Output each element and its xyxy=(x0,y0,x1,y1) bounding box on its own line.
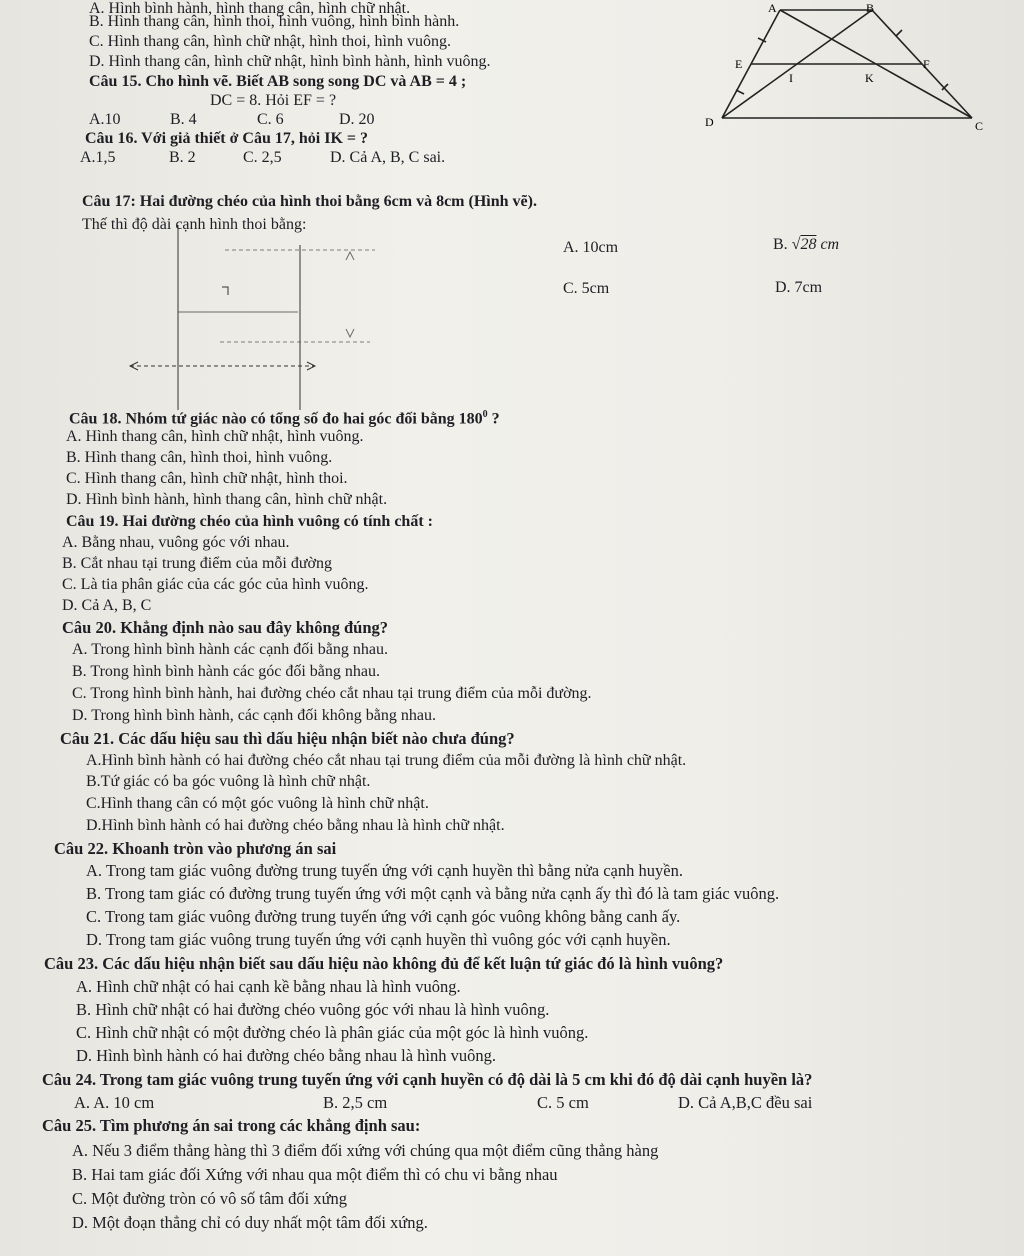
rhombus-sketch xyxy=(110,225,390,415)
q23-option-b: B. Hình chữ nhật có hai đường chéo vuông góc với nhau là hình vuông. xyxy=(76,1000,550,1019)
q23-option-c: C. Hình chữ nhật có một đường chéo là phân giác của một góc là hình vuông. xyxy=(76,1023,589,1042)
label-c: C xyxy=(975,119,984,133)
label-f: F xyxy=(923,57,930,71)
question-17: Câu 17: Hai đường chéo của hình thoi bằng 6cm và 8cm (Hình vẽ). xyxy=(82,193,537,210)
q24-option-a: A. A. 10 cm xyxy=(74,1093,155,1112)
q20-option-c: C. Trong hình bình hành, hai đường chéo cắt nhau tại trung điểm của mỗi đường. xyxy=(72,685,592,702)
q19-option-c: C. Là tia phân giác của các góc của hình vuông. xyxy=(62,576,369,593)
q21-option-a: A.Hình bình hành có hai đường chéo cắt nhau tại trung điểm của mỗi đường là hình chữ nhật. xyxy=(86,752,687,769)
q21-option-b: B.Tứ giác có ba góc vuông là hình chữ nhật. xyxy=(86,773,371,790)
q22-option-d: D. Trong tam giác vuông trung tuyến ứng với cạnh huyền thì vuông góc với cạnh huyền. xyxy=(86,930,671,949)
question-25: Câu 25. Tìm phương án sai trong các khẳng định sau: xyxy=(42,1116,421,1135)
question-17-cont: Thế thì độ dài cạnh hình thoi bằng: xyxy=(82,216,307,233)
q15-option-c: C. 6 xyxy=(257,111,284,128)
q19-option-b: B. Cắt nhau tại trung điểm của mỗi đường xyxy=(62,555,332,572)
q16-option-b: B. 2 xyxy=(169,149,196,166)
q25-option-a: A. Nếu 3 điểm thẳng hàng thì 3 điểm đối xứng với chúng qua một điểm cũng thẳng hàng xyxy=(72,1141,659,1160)
question-19: Câu 19. Hai đường chéo của hình vuông có tính chất : xyxy=(66,513,433,530)
q23-option-d: D. Hình bình hành có hai đường chéo bằng nhau là hình vuông. xyxy=(76,1046,497,1065)
q18-option-d: D. Hình bình hành, hình thang cân, hình chữ nhật. xyxy=(66,491,388,508)
q24-option-d: D. Cả A,B,C đều sai xyxy=(678,1093,813,1112)
q19-option-a: A. Bằng nhau, vuông góc với nhau. xyxy=(62,534,290,551)
q23-option-a: A. Hình chữ nhật có hai cạnh kề bằng nhau là hình vuông. xyxy=(76,977,461,996)
q15-option-d: D. 20 xyxy=(339,111,375,128)
q25-option-c: C. Một đường tròn có vô số tâm đối xứng xyxy=(72,1189,348,1208)
q18-option-b: B. Hình thang cân, hình thoi, hình vuông. xyxy=(66,449,333,466)
q19-option-d: D. Cả A, B, C xyxy=(62,597,152,614)
q25-option-d: D. Một đoạn thẳng chỉ có duy nhất một tâm đối xứng. xyxy=(72,1213,428,1232)
q17-option-b: B. √28 cm xyxy=(773,236,840,253)
question-15-cont: DC = 8. Hỏi EF = ? xyxy=(210,92,337,109)
q20-option-b: B. Trong hình bình hành các góc đối bằng nhau. xyxy=(72,663,380,680)
label-a: A xyxy=(768,1,777,15)
q25-option-b: B. Hai tam giác đối Xứng với nhau qua một điểm thì có chu vi bằng nhau xyxy=(72,1165,558,1184)
question-22: Câu 22. Khoanh tròn vào phương án sai xyxy=(54,839,337,858)
q21-option-c: C.Hình thang cân có một góc vuông là hình chữ nhật. xyxy=(86,795,429,812)
q17-option-c: C. 5cm xyxy=(563,280,610,297)
trapezoid-figure xyxy=(700,0,1000,140)
q16-option-c: C. 2,5 xyxy=(243,149,282,166)
prev-option-b: B. Hình thang cân, hình thoi, hình vuông, hình bình hành. xyxy=(89,13,460,30)
q18-option-a: A. Hình thang cân, hình chữ nhật, hình vuông. xyxy=(66,428,364,445)
prev-option-a: A. Hình bình hành, hình thang cân, hình chữ nhật. xyxy=(89,0,411,17)
q15-option-a: A.10 xyxy=(89,111,121,128)
prev-option-d: D. Hình thang cân, hình chữ nhật, hình bình hành, hình vuông. xyxy=(89,53,491,70)
q20-option-d: D. Trong hình bình hành, các cạnh đối không bằng nhau. xyxy=(72,707,436,724)
label-i: I xyxy=(789,71,793,85)
question-23: Câu 23. Các dấu hiệu nhận biết sau dấu hiệu nào không đủ để kết luận tứ giác đó là hình vuông? xyxy=(44,954,724,973)
question-16: Câu 16. Với giả thiết ở Câu 17, hỏi IK = ? xyxy=(85,130,369,147)
prev-option-c: C. Hình thang cân, hình chữ nhật, hình thoi, hình vuông. xyxy=(89,33,451,50)
q15-option-b: B. 4 xyxy=(170,111,197,128)
q16-option-a: A.1,5 xyxy=(80,149,116,166)
question-24: Câu 24. Trong tam giác vuông trung tuyến ứng với cạnh huyền có độ dài là 5 cm khi đó độ dài cạnh huyền là? xyxy=(42,1070,813,1089)
label-e: E xyxy=(735,57,743,71)
q24-option-c: C. 5 cm xyxy=(537,1093,589,1112)
label-d: D xyxy=(705,115,714,129)
question-15: Câu 15. Cho hình vẽ. Biết AB song song DC và AB = 4 ; xyxy=(89,73,467,90)
question-21: Câu 21. Các dấu hiệu sau thì dấu hiệu nhận biết nào chưa đúng? xyxy=(60,729,515,748)
q20-option-a: A. Trong hình bình hành các cạnh đối bằng nhau. xyxy=(72,641,388,658)
label-b: B xyxy=(866,1,875,15)
q16-option-d: D. Cả A, B, C sai. xyxy=(330,149,446,166)
question-18: Câu 18. Nhóm tứ giác nào có tổng số đo hai góc đối bằng $180^0$ ? xyxy=(69,409,500,428)
q17-option-d: D. 7cm xyxy=(775,279,823,296)
q24-option-b: B. 2,5 cm xyxy=(323,1093,388,1112)
q22-option-b: B. Trong tam giác có đường trung tuyến ứng với một cạnh và bằng nửa cạnh ấy thì đó là tam giác vuông. xyxy=(86,884,780,903)
question-20: Câu 20. Khẳng định nào sau đây không đúng? xyxy=(62,618,389,637)
q18-option-c: C. Hình thang cân, hình chữ nhật, hình thoi. xyxy=(66,470,348,487)
q22-option-a: A. Trong tam giác vuông đường trung tuyến ứng với cạnh huyền thì bằng nửa cạnh huyền. xyxy=(86,861,683,880)
q17-option-a: A. 10cm xyxy=(563,239,619,256)
q21-option-d: D.Hình bình hành có hai đường chéo bằng nhau là hình chữ nhật. xyxy=(86,817,505,834)
q22-option-c: C. Trong tam giác vuông đường trung tuyến ứng với cạnh góc vuông không bằng canh ấy. xyxy=(86,907,681,926)
label-k: K xyxy=(865,71,874,85)
